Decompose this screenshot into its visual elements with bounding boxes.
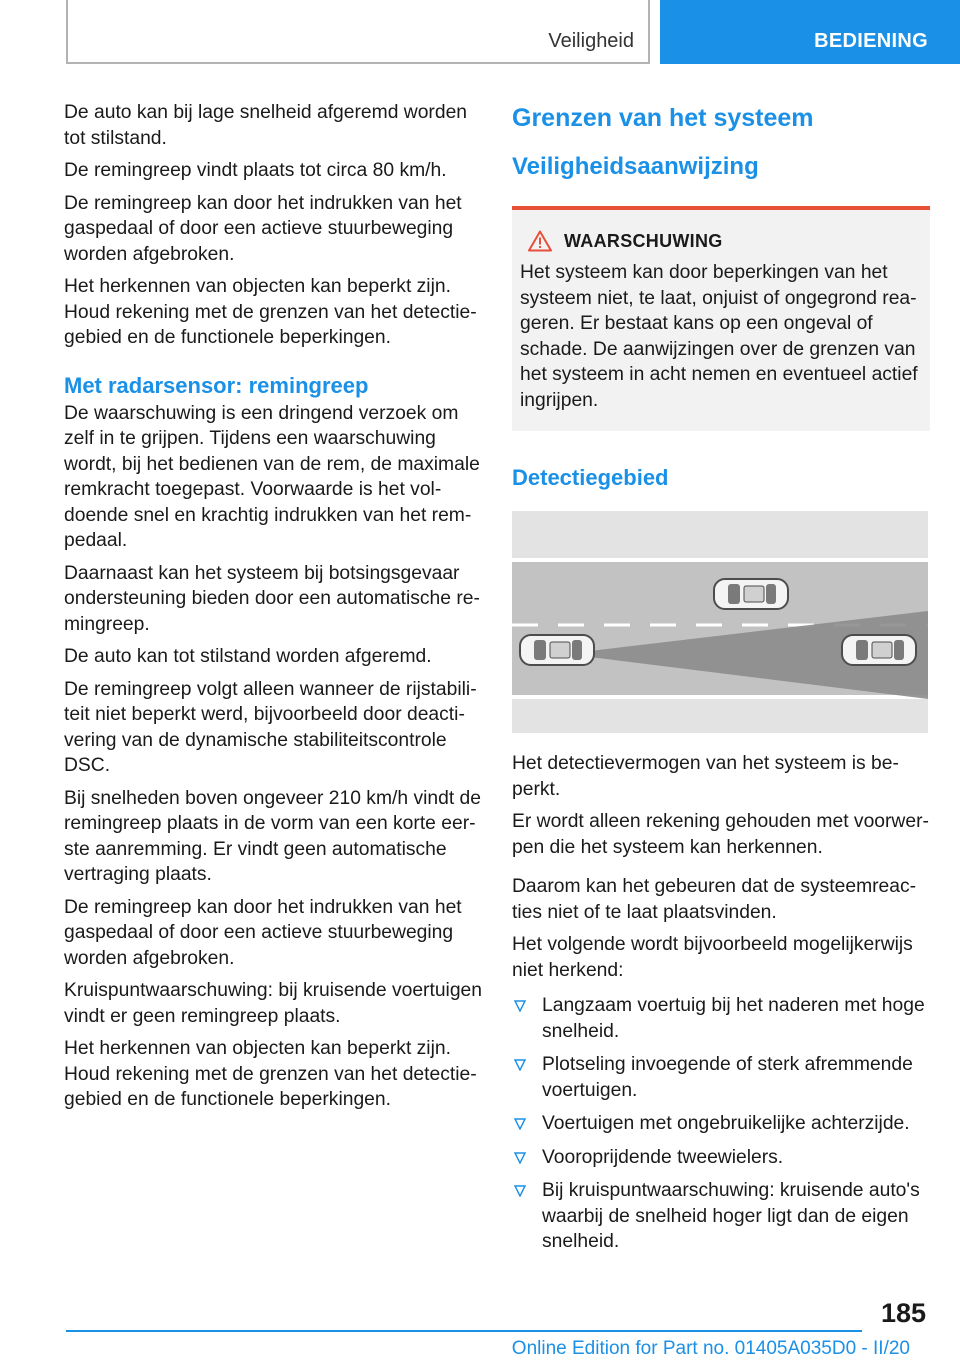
paragraph: De remingreep volgt alleen wanneer de rijstabiliteit niet beperkt werd, bijvoorbeeld door deactivering van de dynamische stabiliteitscontrole DSC. bbox=[64, 678, 477, 776]
car-icon bbox=[842, 635, 916, 665]
left-column bbox=[64, 100, 482, 1120]
page-title: Grenzen van het systeem bbox=[512, 104, 814, 132]
footer-divider bbox=[66, 1330, 862, 1332]
bullet-triangle-icon bbox=[514, 1118, 526, 1130]
paragraph: De auto kan bij lage snelheid afgeremd worden tot stilstand. bbox=[64, 102, 468, 149]
footer-edition: Online Edition for Part no. 01405A035D0 - II/20 bbox=[511, 1338, 910, 1359]
warning-text: Het systeem kan door beperkingen van het systeem niet, te laat, onjuist of ongegrond reageren. Er bestaat kans op een ongeval of schade. De aanwijzingen over de grenzen van het systeem in acht nemen en eventueel actief ingrijpen. bbox=[520, 262, 918, 411]
road-diagram bbox=[512, 511, 928, 733]
section-heading-radarsensor: Met radarsensor: remingreep bbox=[64, 372, 369, 398]
list-item-text: Vooroprijdende tweewielers. bbox=[542, 1146, 784, 1168]
car-icon bbox=[520, 635, 594, 665]
list-item-text: Plotseling invoegende of sterk afremmende voertuigen. bbox=[542, 1054, 913, 1101]
list-item bbox=[512, 1145, 930, 1171]
bullet-triangle-icon bbox=[514, 1152, 526, 1164]
list-item bbox=[512, 1178, 930, 1255]
paragraph: Daarnaast kan het systeem bij botsingsgevaar ondersteuning bieden door een automatische remingreep. bbox=[64, 562, 480, 635]
section-heading-detection-area: Detectiegebied bbox=[512, 465, 669, 490]
page-number: 185 bbox=[880, 1298, 926, 1328]
list-item-text: Bij kruispuntwaarschuwing: kruisende auto's waarbij de snelheid hoger ligt dan de eigen snelheid. bbox=[542, 1180, 920, 1252]
warning-box bbox=[512, 206, 930, 431]
paragraph: Er wordt alleen rekening gehouden met voorwerpen die het systeem kan herkennen. bbox=[512, 811, 929, 858]
list-item bbox=[512, 1052, 930, 1103]
bullet-triangle-icon bbox=[514, 1059, 526, 1071]
header-section-title: Veiligheid bbox=[548, 30, 634, 52]
list-item-text: Langzaam voertuig bij het naderen met hoge snelheid. bbox=[542, 995, 925, 1042]
bullet-list bbox=[512, 993, 930, 1255]
bullet-triangle-icon bbox=[514, 1185, 526, 1197]
paragraph: Het volgende wordt bijvoorbeeld mogelijkerwijs niet herkend: bbox=[512, 934, 913, 981]
paragraph: De remingreep vindt plaats tot circa 80 km/h. bbox=[64, 160, 447, 181]
right-column bbox=[512, 100, 930, 1263]
detection-area-illustration bbox=[512, 511, 928, 733]
header-chapter-title: BEDIENING bbox=[814, 30, 928, 52]
paragraph: Het herkennen van objecten kan beperkt zijn. Houd rekening met de grenzen van het detectiegebied en de functionele beperkingen. bbox=[64, 1038, 477, 1110]
paragraph: Bij snelheden boven ongeveer 210 km/h vindt de remingreep plaats in de vorm van een korte eerste aanremming. Er vindt geen automatische vertraging plaats. bbox=[64, 787, 481, 885]
list-item bbox=[512, 993, 930, 1044]
bullet-triangle-icon bbox=[514, 1000, 526, 1012]
paragraph: Het detectievermogen van het systeem is beperkt. bbox=[512, 753, 899, 800]
warning-label: WAARSCHUWING bbox=[564, 230, 723, 251]
header-section-box bbox=[66, 0, 650, 64]
paragraph: Daarom kan het gebeuren dat de systeemreacties niet of te laat plaatsvinden. bbox=[512, 876, 917, 923]
paragraph: Kruispuntwaarschuwing: bij kruisende voertuigen vindt er geen remingreep plaats. bbox=[64, 980, 482, 1027]
list-item-text: Voertuigen met ongebruikelijke achterzijde. bbox=[542, 1113, 910, 1134]
car-icon bbox=[714, 579, 788, 609]
header-chapter-tab bbox=[660, 0, 960, 64]
subheading-safety: Veiligheidsaanwijzing bbox=[512, 153, 759, 180]
list-item bbox=[512, 1111, 930, 1137]
warning-triangle-icon bbox=[528, 230, 552, 252]
paragraph: De auto kan tot stilstand worden afgeremd. bbox=[64, 646, 432, 667]
paragraph: De remingreep kan door het indrukken van het gaspedaal of door een actieve stuurbeweging worden afgebroken. bbox=[64, 896, 462, 969]
warning-header bbox=[528, 230, 922, 252]
paragraph: De remingreep kan door het indrukken van het gaspedaal of door een actieve stuurbeweging worden afgebroken. bbox=[64, 192, 462, 265]
paragraph: Het herkennen van objecten kan beperkt zijn. Houd rekening met de grenzen van het detectiegebied en de functionele beperkingen. bbox=[64, 276, 477, 348]
paragraph: De waarschuwing is een dringend verzoek om zelf in te grijpen. Tijdens een waarschuwing wordt, bij het bedienen van de rem, de maximale remkracht toegepast. Voorwaarde is het voldoende snel en krachtig indrukken van het rempedaal. bbox=[64, 402, 480, 551]
